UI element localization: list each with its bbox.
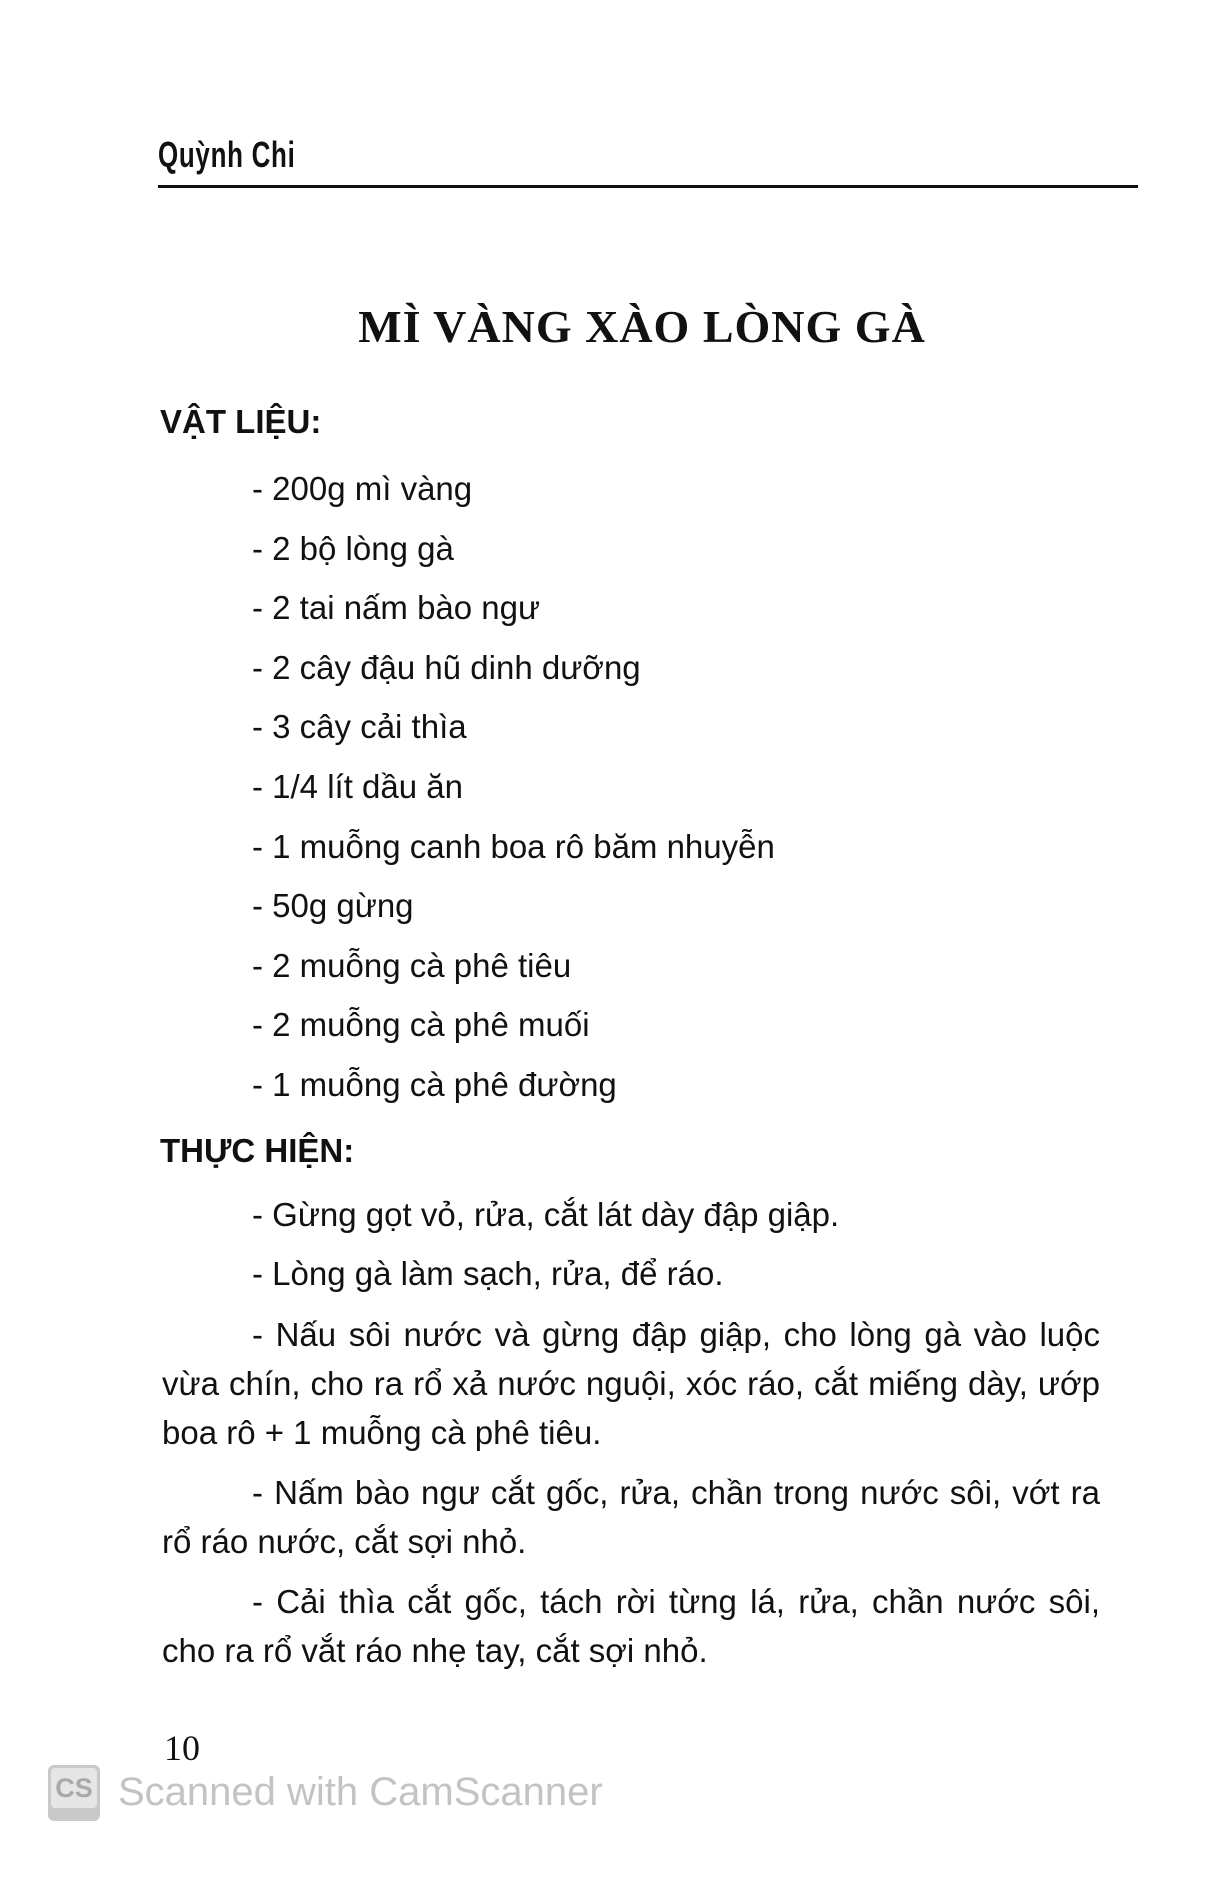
ingredient-item: - 2 tai nấm bào ngư bbox=[252, 589, 541, 627]
ingredient-item: - 50g gừng bbox=[252, 887, 414, 925]
header-rule bbox=[158, 185, 1138, 188]
method-step: - Nấu sôi nước và gừng đập giập, cho lòng gà vào luộc vừa chín, cho ra rổ xả nước nguội, xóc ráo, cắt miếng dày, ướp boa rô + 1 muỗng cà phê tiêu. bbox=[162, 1316, 1100, 1451]
ingredient-item: - 2 bộ lòng gà bbox=[252, 529, 454, 567]
method-heading: THỰC HIỆN: bbox=[160, 1132, 355, 1169]
method-step: - Lòng gà làm sạch, rửa, để ráo. bbox=[252, 1255, 724, 1292]
camscanner-logo-text: CS bbox=[51, 1768, 97, 1808]
page-number: 10 bbox=[164, 1728, 200, 1768]
watermark-text: Scanned with CamScanner bbox=[118, 1770, 603, 1814]
recipe-title: MÌ VÀNG XÀO LÒNG GÀ bbox=[358, 301, 926, 352]
ingredient-item: - 3 cây cải thìa bbox=[252, 708, 467, 746]
method-step: - Cải thìa cắt gốc, tách rời từng lá, rửa, chần nước sôi, cho ra rổ vắt ráo nhẹ tay, cắt sợi nhỏ. bbox=[162, 1583, 1100, 1669]
ingredient-item: - 1/4 lít dầu ăn bbox=[252, 767, 463, 805]
method-step: - Nấm bào ngư cắt gốc, rửa, chần trong nước sôi, vớt ra rổ ráo nước, cắt sợi nhỏ. bbox=[162, 1474, 1100, 1560]
ingredient-item: - 1 muỗng canh boa rô băm nhuyễn bbox=[252, 827, 775, 865]
method-step: - Gừng gọt vỏ, rửa, cắt lát dày đập giập. bbox=[252, 1196, 840, 1233]
ingredient-item: - 200g mì vàng bbox=[252, 470, 473, 507]
ingredient-item: - 2 muỗng cà phê muối bbox=[252, 1006, 590, 1044]
running-head-author: Quỳnh Chi bbox=[158, 134, 296, 175]
ingredient-item: - 2 muỗng cà phê tiêu bbox=[252, 946, 572, 984]
ingredient-item: - 1 muỗng cà phê đường bbox=[252, 1065, 617, 1103]
ingredients-heading: VẬT LIỆU: bbox=[160, 403, 322, 440]
ingredient-item: - 2 cây đậu hũ dinh dưỡng bbox=[252, 648, 641, 686]
ingredients-list bbox=[252, 459, 775, 1115]
camscanner-logo-icon bbox=[48, 1765, 100, 1821]
